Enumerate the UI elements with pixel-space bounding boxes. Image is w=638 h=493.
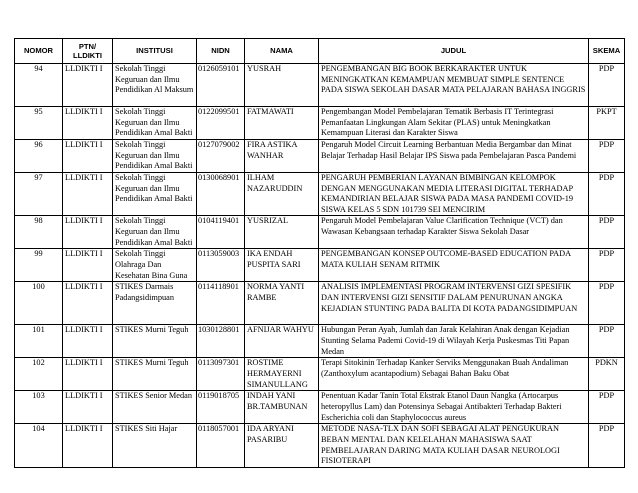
table-row (15, 249, 625, 282)
header-nidn: NIDN (197, 39, 245, 64)
table-row (15, 173, 625, 216)
cell-institusi: STIKES Darmais Padangsidimpuan (113, 282, 197, 325)
cell-nidn: 0130068901 (197, 173, 245, 216)
cell-ptn: LLDIKTI I (63, 325, 113, 358)
cell-skema: PDP (589, 140, 625, 173)
cell-nidn: 0119018705 (197, 391, 245, 424)
cell-ptn: LLDIKTI I (63, 249, 113, 282)
cell-nidn: 0104119401 (197, 216, 245, 249)
cell-institusi: Sekolah Tinggi Keguruan dan Ilmu Pendidikan Amal Bakti (113, 216, 197, 249)
cell-nama: INDAH YANI BR.TAMBUNAN (245, 391, 319, 424)
cell-ptn: LLDIKTI I (63, 140, 113, 173)
cell-skema: PDP (589, 64, 625, 107)
cell-nidn: 0113059003 (197, 249, 245, 282)
cell-institusi: Sekolah Tinggi Olahraga Dan Kesehatan Bina Guna (113, 249, 197, 282)
cell-ptn: LLDIKTI I (63, 107, 113, 140)
cell-skema: PDP (589, 173, 625, 216)
cell-nama: YUSRIZAL (245, 216, 319, 249)
cell-nidn: 0126059101 (197, 64, 245, 107)
document-page (14, 38, 625, 468)
cell-nama: YUSRAH (245, 64, 319, 107)
cell-nomor: 102 (15, 358, 63, 391)
cell-nomor: 96 (15, 140, 63, 173)
cell-nidn: 0118057001 (197, 424, 245, 467)
header-nama: NAMA (245, 39, 319, 64)
cell-judul: ANALISIS IMPLEMENTASI PROGRAM INTERVENSI GIZI SPESIFIK DAN INTERVENSI GIZI SENSITIF DALAM PENURUNAN ANGKA KEJADIAN STUNTING PADA BALITA DI KOTA PADANGSIDIMPUAN (319, 282, 589, 325)
cell-nomor: 98 (15, 216, 63, 249)
cell-ptn: LLDIKTI I (63, 216, 113, 249)
cell-nidn: 0127079002 (197, 140, 245, 173)
cell-nidn: 0114118901 (197, 282, 245, 325)
table-row (15, 358, 625, 391)
cell-skema: PDP (589, 249, 625, 282)
cell-nama: IKA ENDAH PUSPITA SARI (245, 249, 319, 282)
cell-nomor: 95 (15, 107, 63, 140)
table-header (15, 39, 625, 64)
table-row (15, 140, 625, 173)
cell-nama: IDA ARYANI PASARIBU (245, 424, 319, 467)
cell-nidn: 0113097301 (197, 358, 245, 391)
cell-nidn: 1030128801 (197, 325, 245, 358)
cell-judul: PENGEMBANGAN KONSEP OUTCOME-BASED EDUCATION PADA MATA KULIAH SENAM RITMIK (319, 249, 589, 282)
cell-judul: Pengaruh Model Pembelajaran Value Clarification Technique (VCT) dan Wawasan Kebangsaan terhadap Karakter Siswa Sekolah Dasar (319, 216, 589, 249)
table-row (15, 64, 625, 107)
cell-judul: Hubungan Peran Ayah, Jumlah dan Jarak Kelahiran Anak dengan Kejadian Stunting Selama Pademi Covid-19 di Wilayah Kerja Puskesmas Titi Papan Medan (319, 325, 589, 358)
cell-nama: ILHAM NAZARUDDIN (245, 173, 319, 216)
header-judul: JUDUL (319, 39, 589, 64)
cell-ptn: LLDIKTI I (63, 173, 113, 216)
cell-skema: PDP (589, 282, 625, 325)
cell-nama: FIRA ASTIKA WANHAR (245, 140, 319, 173)
cell-institusi: Sekolah Tinggi Keguruan dan Ilmu Pendidikan Amal Bakti (113, 140, 197, 173)
data-table (14, 38, 625, 468)
cell-nomor: 94 (15, 64, 63, 107)
cell-nidn: 0122099501 (197, 107, 245, 140)
cell-institusi: STIKES Siti Hajar (113, 424, 197, 467)
table-row (15, 216, 625, 249)
cell-institusi: STIKES Murni Teguh (113, 358, 197, 391)
cell-judul: PENGEMBANGAN BIG BOOK BERKARAKTER UNTUK MENINGKATKAN KEMAMPUAN MEMBUAT SIMPLE SENTENCE PADA SISWA SEKOLAH DASAR MATA PELAJARAN BAHASA INGGRIS (319, 64, 589, 107)
cell-nomor: 99 (15, 249, 63, 282)
cell-ptn: LLDIKTI I (63, 282, 113, 325)
cell-nomor: 103 (15, 391, 63, 424)
cell-nama: FATMAWATI (245, 107, 319, 140)
cell-judul: Pengembangan Model Pembelajaran Tematik Berbasis IT Terintegrasi Pemanfaatan Lingkungan Alam Sekitar (PLAS) untuk Meningkatkan Kemampuan Literasi dan Karakter Siswa (319, 107, 589, 140)
cell-nama: ROSTIME HERMAYERNI SIMANULLANG (245, 358, 319, 391)
cell-skema: PDP (589, 216, 625, 249)
cell-institusi: STIKES Murni Teguh (113, 325, 197, 358)
cell-ptn: LLDIKTI I (63, 64, 113, 107)
header-nomor: NOMOR (15, 39, 63, 64)
cell-institusi: Sekolah Tinggi Keguruan dan Ilmu Pendidikan Al Maksum (113, 64, 197, 107)
table-row (15, 107, 625, 140)
header-institusi: INSTITUSI (113, 39, 197, 64)
table-body (15, 64, 625, 468)
cell-nama: NORMA YANTI RAMBE (245, 282, 319, 325)
cell-nomor: 100 (15, 282, 63, 325)
cell-nomor: 104 (15, 424, 63, 467)
table-row (15, 391, 625, 424)
table-row (15, 424, 625, 467)
cell-skema: PKPT (589, 107, 625, 140)
cell-skema: PDP (589, 424, 625, 467)
cell-ptn: LLDIKTI I (63, 358, 113, 391)
cell-ptn: LLDIKTI I (63, 391, 113, 424)
header-ptn-lldikti: PTN/ LLDIKTI (63, 39, 113, 64)
cell-institusi: Sekolah Tinggi Keguruan dan Ilmu Pendidikan Amal Bakti (113, 107, 197, 140)
cell-judul: Terapi Sitokinin Terhadap Kanker Serviks Menggunakan Buah Andaliman (Zanthoxylum acantapodium) Sebagai Bahan Baku Obat (319, 358, 589, 391)
table-row (15, 282, 625, 325)
cell-nomor: 97 (15, 173, 63, 216)
header-skema: SKEMA (589, 39, 625, 64)
cell-institusi: STIKES Senior Medan (113, 391, 197, 424)
cell-institusi: Sekolah Tinggi Keguruan dan Ilmu Pendidikan Amal Bakti (113, 173, 197, 216)
cell-nomor: 101 (15, 325, 63, 358)
cell-skema: PDP (589, 325, 625, 358)
table-row (15, 325, 625, 358)
cell-judul: Pengaruh Model Circuit Learning Berbantuan Media Bergambar dan Minat Belajar Terhadap Hasil Belajar IPS Siswa pada Pembelajaran Pasca Pandemi (319, 140, 589, 173)
cell-nama: AFNIJAR WAHYU (245, 325, 319, 358)
cell-skema: PDKN (589, 358, 625, 391)
cell-judul: PENGARUH PEMBERIAN LAYANAN BIMBINGAN KELOMPOK DENGAN MENGGUNAKAN MEDIA LITERASI DIGITAL TERHADAP KEMANDIRIAN BELAJAR SISWA PADA MASA PANDEMI COVID-19 SISWA KELAS 5 SDN 101739 SEI MENCIRIM (319, 173, 589, 216)
cell-judul: METODE NASA-TLX DAN SOFI SEBAGAI ALAT PENGUKURAN BEBAN MENTAL DAN KELELAHAN MAHASISWA SAAT PEMBELAJARAN DARING MATA KULIAH DASAR NEUROLOGI FISIOTERAPI (319, 424, 589, 467)
cell-skema: PDP (589, 391, 625, 424)
cell-judul: Penentuan Kadar Tanin Total Ekstrak Etanol Daun Nangka (Artocarpus heteropyllus Lam) dan Potensinya Sebagai Antibakteri Terhadap Bakteri Escherichia coli dan Staphylococcus aureus (319, 391, 589, 424)
cell-ptn: LLDIKTI I (63, 424, 113, 467)
